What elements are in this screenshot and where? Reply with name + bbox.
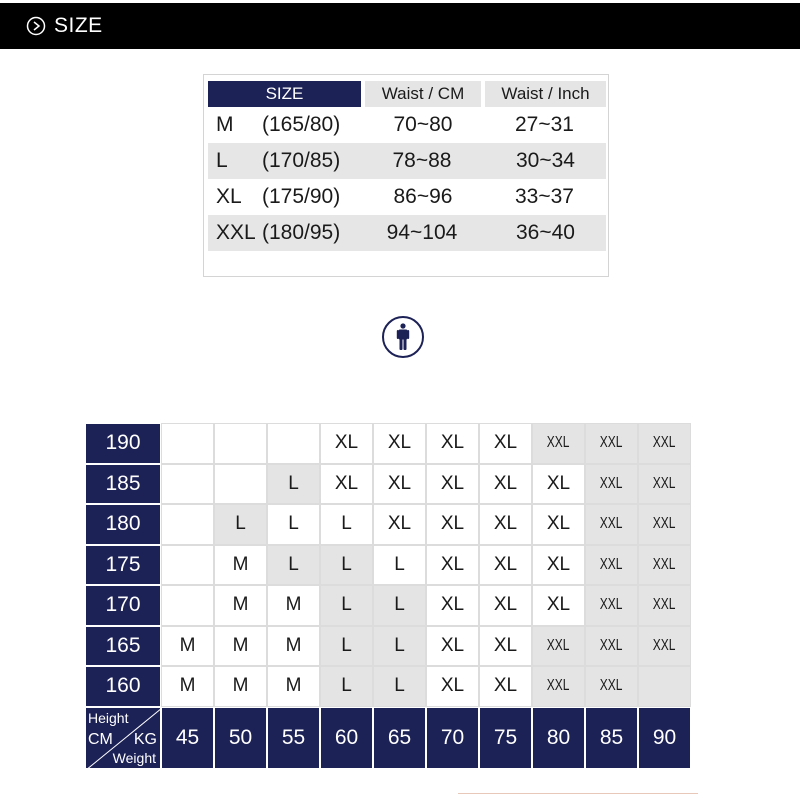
footer-divider <box>458 793 698 794</box>
weight-label: 80 <box>532 707 585 769</box>
corner-cm: CM <box>88 730 113 748</box>
size-cell: L <box>267 545 320 586</box>
size-cell: L <box>320 626 373 667</box>
waist-inch: 30~34 <box>483 143 606 179</box>
size-spec: (170/85) <box>262 149 341 172</box>
size-cell: XL <box>479 423 532 464</box>
grid-row <box>85 504 691 545</box>
play-circle-icon <box>26 16 46 36</box>
size-cell: XXL <box>638 585 691 626</box>
size-cell: M <box>214 545 267 586</box>
weight-label: 70 <box>426 707 479 769</box>
waist-cm: 86~96 <box>393 185 453 208</box>
grid-row <box>85 464 691 505</box>
size-cell: XL <box>479 545 532 586</box>
size-label: XL <box>216 185 242 208</box>
size-cell: XL <box>373 423 426 464</box>
size-cell: XL <box>426 423 479 464</box>
person-icon <box>382 316 424 358</box>
size-cell: L <box>320 585 373 626</box>
size-cell <box>161 545 214 586</box>
grid-row <box>85 585 691 626</box>
size-cell: L <box>373 585 426 626</box>
height-label: 165 <box>85 626 161 667</box>
grid-row <box>85 423 691 464</box>
size-cell: L <box>373 545 426 586</box>
height-label: 190 <box>85 423 161 464</box>
size-cell <box>214 423 267 464</box>
size-cell: M <box>214 666 267 707</box>
size-cell: M <box>267 626 320 667</box>
size-cell <box>638 666 691 707</box>
size-cell: XXL <box>585 585 638 626</box>
size-cell <box>161 504 214 545</box>
size-cell: XL <box>426 464 479 505</box>
size-cell: L <box>214 504 267 545</box>
size-cell: XXL <box>532 666 585 707</box>
waist-cm: 94~104 <box>363 215 483 251</box>
size-cell: XL <box>373 504 426 545</box>
size-cell: M <box>214 585 267 626</box>
size-cell: XL <box>479 666 532 707</box>
weight-label: 75 <box>479 707 532 769</box>
waist-inch: 27~31 <box>515 113 574 136</box>
waist-size-table <box>203 74 609 277</box>
size-row-l <box>208 143 606 179</box>
header-size: SIZE <box>208 81 363 107</box>
size-cell: XXL <box>638 464 691 505</box>
height-label: 175 <box>85 545 161 586</box>
weight-label: 65 <box>373 707 426 769</box>
weight-label: 60 <box>320 707 373 769</box>
size-label: M <box>216 113 234 136</box>
size-cell: M <box>267 585 320 626</box>
size-cell: XL <box>426 626 479 667</box>
size-cell <box>267 423 320 464</box>
waist-inch: 33~37 <box>515 185 574 208</box>
grid-row <box>85 545 691 586</box>
size-cell: XXL <box>532 423 585 464</box>
size-cell: XXL <box>638 504 691 545</box>
height-label: 160 <box>85 666 161 707</box>
size-cell: XL <box>479 504 532 545</box>
weight-label: 90 <box>638 707 691 769</box>
size-cell: XL <box>320 464 373 505</box>
size-cell: XL <box>426 545 479 586</box>
corner-kg: KG <box>133 730 157 748</box>
size-cell: M <box>161 666 214 707</box>
page-title: SIZE <box>54 14 103 37</box>
corner-label <box>85 707 161 769</box>
size-label: L <box>216 149 228 172</box>
size-table-header <box>208 81 606 107</box>
size-cell: XXL <box>638 423 691 464</box>
size-cell <box>161 464 214 505</box>
size-cell: L <box>373 626 426 667</box>
size-cell: M <box>267 666 320 707</box>
size-cell: XXL <box>585 464 638 505</box>
size-cell: XL <box>479 626 532 667</box>
size-cell: XL <box>532 464 585 505</box>
size-cell: XL <box>373 464 426 505</box>
header-waist-cm: Waist / CM <box>363 81 483 107</box>
header-bar <box>0 3 800 49</box>
corner-weight: Weight <box>112 749 156 766</box>
size-spec: (180/95) <box>262 221 341 244</box>
size-cell: XXL <box>585 626 638 667</box>
grid-row <box>85 666 691 707</box>
size-cell: M <box>214 626 267 667</box>
size-row-m <box>208 107 606 143</box>
weight-label: 50 <box>214 707 267 769</box>
size-cell: XL <box>532 504 585 545</box>
size-cell: XL <box>426 585 479 626</box>
height-label: 170 <box>85 585 161 626</box>
size-cell: XL <box>320 423 373 464</box>
size-cell <box>161 585 214 626</box>
height-weight-grid <box>85 423 691 769</box>
size-cell: XXL <box>638 545 691 586</box>
size-row-xxl <box>208 215 606 251</box>
size-cell: XL <box>532 585 585 626</box>
size-cell: XL <box>479 464 532 505</box>
waist-cm: 78~88 <box>363 143 483 179</box>
grid-row <box>85 626 691 667</box>
height-label: 185 <box>85 464 161 505</box>
size-cell: L <box>373 666 426 707</box>
size-cell <box>161 423 214 464</box>
weight-label: 55 <box>267 707 320 769</box>
size-cell: XL <box>426 666 479 707</box>
size-spec: (175/90) <box>262 185 341 208</box>
size-cell: L <box>267 504 320 545</box>
size-cell: L <box>320 545 373 586</box>
weight-row <box>85 707 691 769</box>
size-cell: XXL <box>585 504 638 545</box>
size-cell: XL <box>426 504 479 545</box>
corner-height: Height <box>88 709 129 726</box>
size-cell: XXL <box>532 626 585 667</box>
size-cell: M <box>161 626 214 667</box>
size-cell: XL <box>532 545 585 586</box>
size-row-xl <box>208 179 606 215</box>
size-cell: XXL <box>585 423 638 464</box>
waist-inch: 36~40 <box>483 215 606 251</box>
size-table <box>208 81 606 251</box>
size-spec: (165/80) <box>262 113 341 136</box>
height-label: 180 <box>85 504 161 545</box>
size-cell <box>214 464 267 505</box>
size-cell: L <box>267 464 320 505</box>
size-cell: XXL <box>585 666 638 707</box>
weight-label: 45 <box>161 707 214 769</box>
waist-cm: 70~80 <box>393 113 453 136</box>
size-cell: L <box>320 666 373 707</box>
size-cell: XXL <box>585 545 638 586</box>
size-cell: XL <box>479 585 532 626</box>
size-label: XXL <box>216 221 256 244</box>
size-cell: L <box>320 504 373 545</box>
size-cell: XXL <box>638 626 691 667</box>
weight-label: 85 <box>585 707 638 769</box>
header-waist-inch: Waist / Inch <box>483 81 606 107</box>
